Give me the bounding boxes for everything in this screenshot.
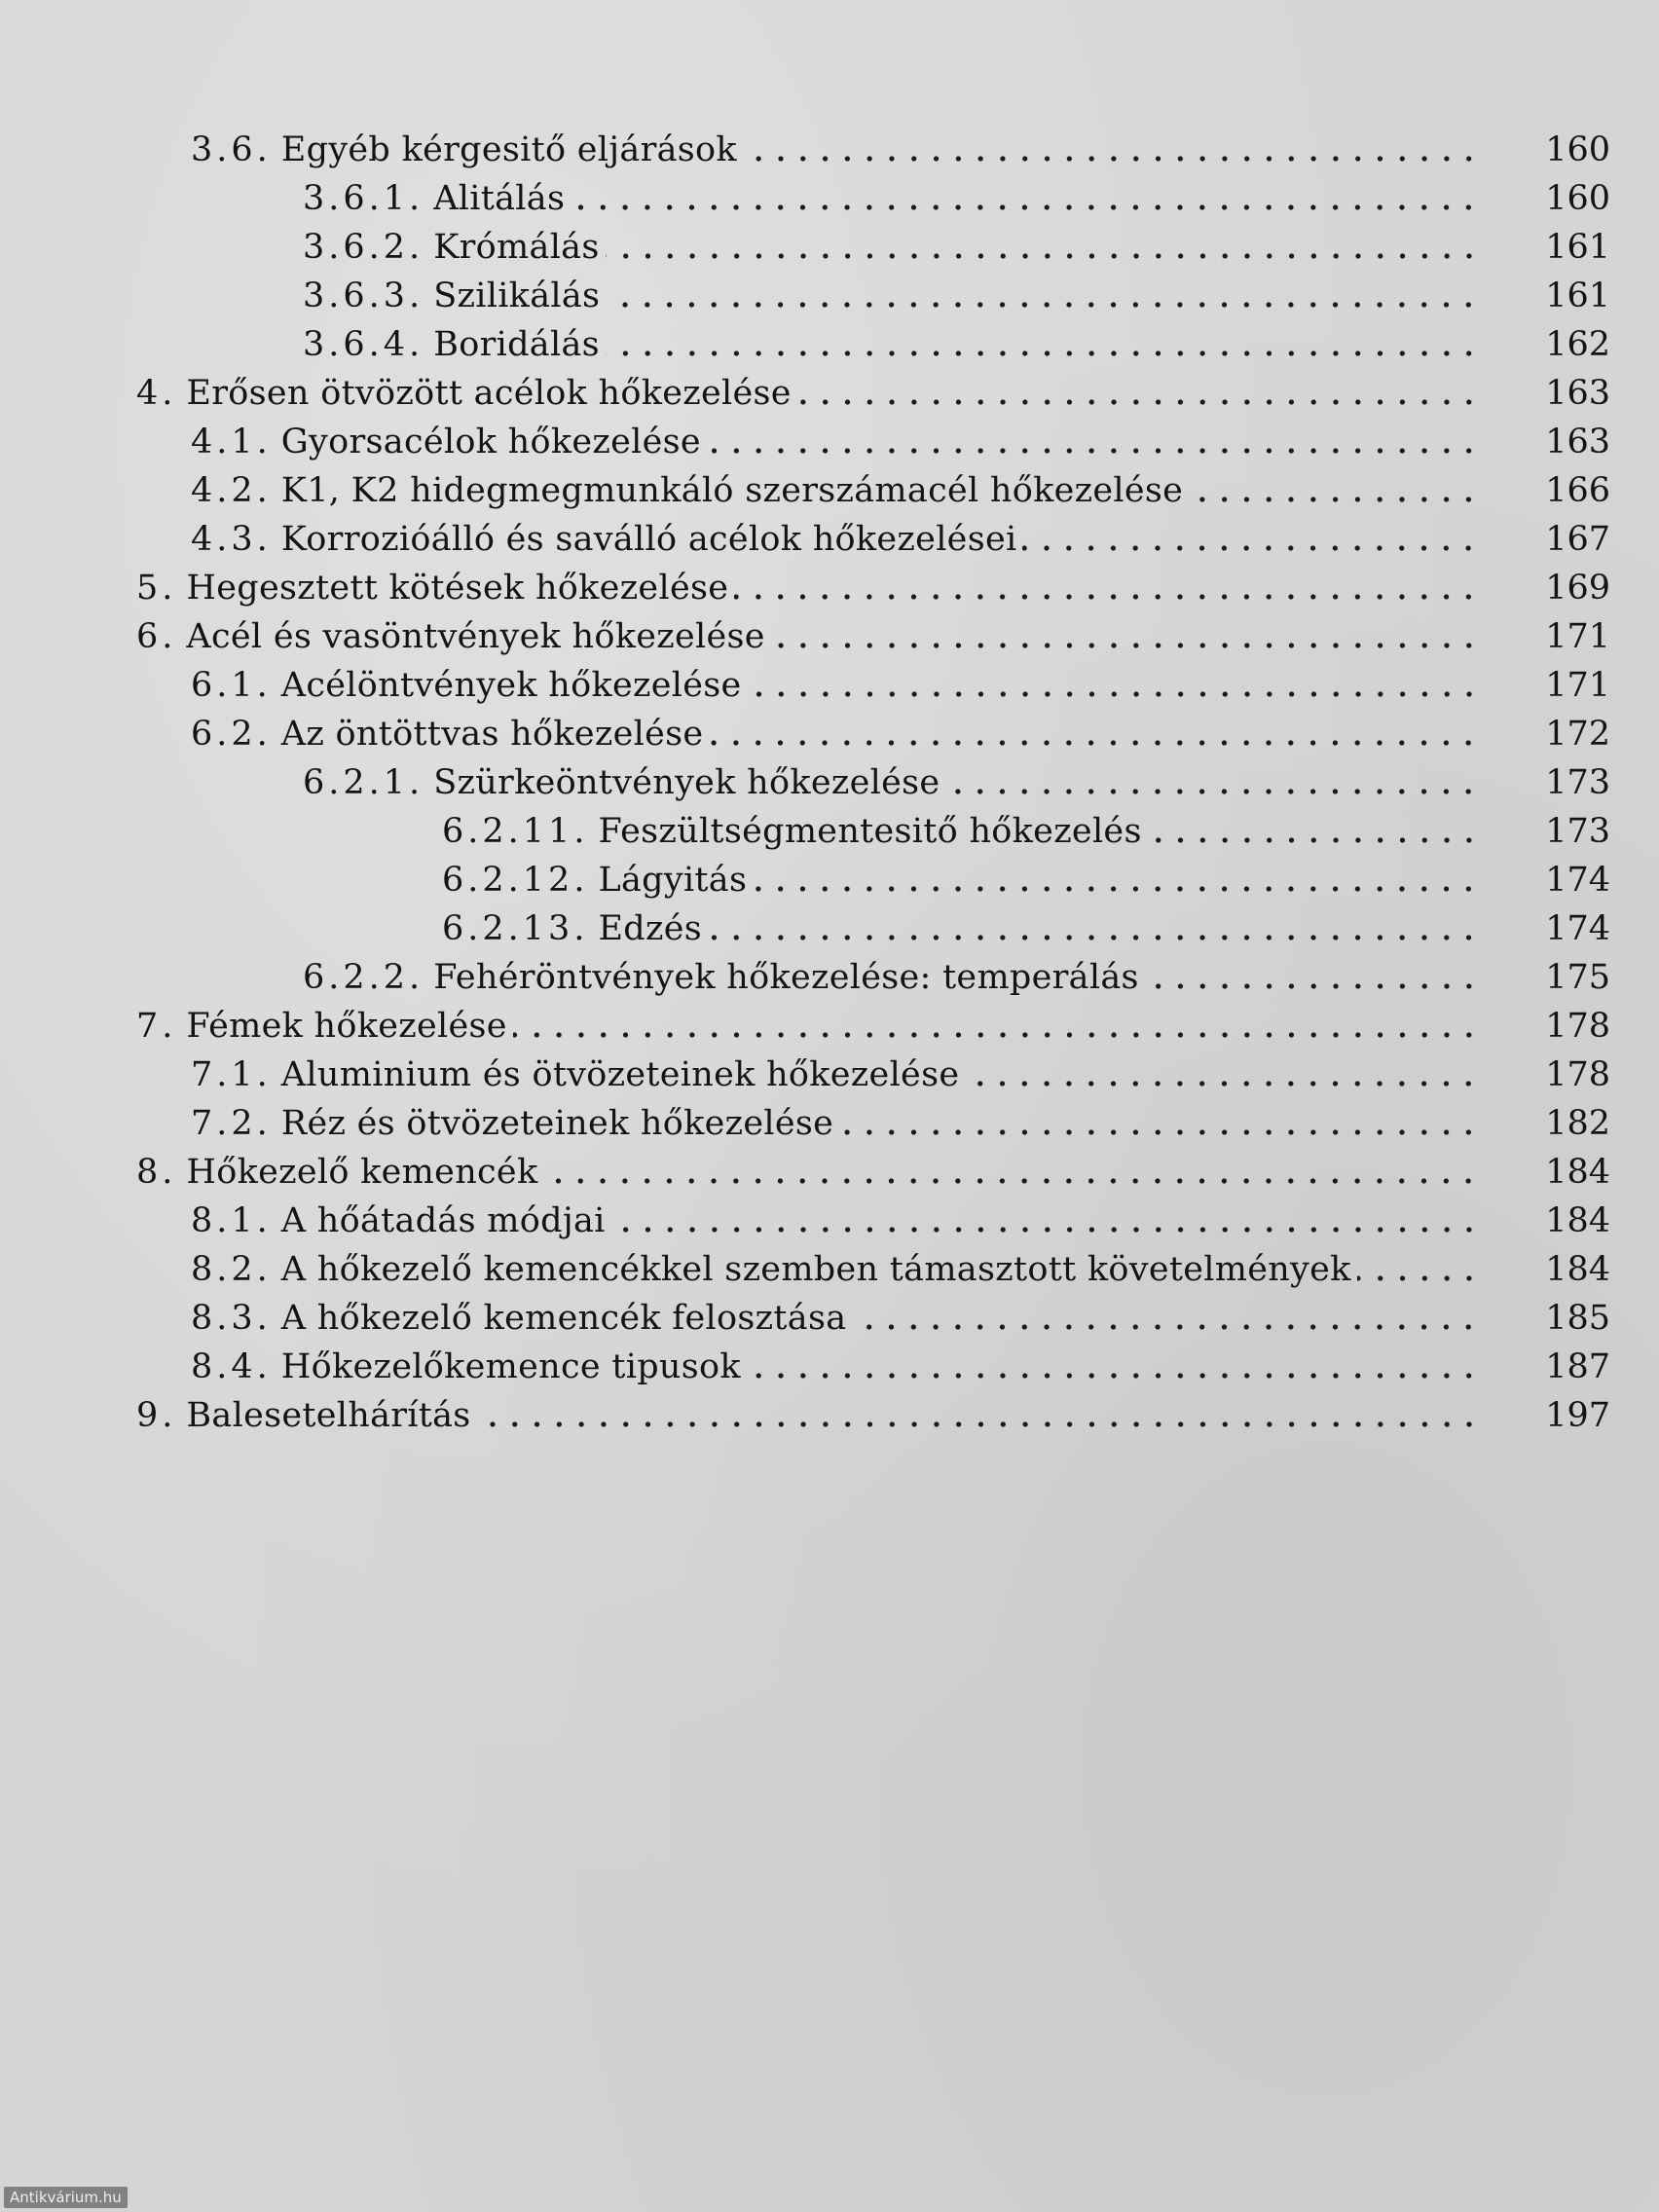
toc-entry-number: 3.6. [191,130,272,169]
toc-entry-page: 160 [1545,179,1610,218]
toc-entry-page: 174 [1545,861,1610,900]
dot-leader [611,1225,1480,1235]
toc-entry-number: 6.2.1. [303,763,424,802]
toc-entry-text [442,909,1480,948]
toc-entry-page: 161 [1545,228,1610,267]
toc-entry-page: 167 [1545,520,1610,559]
toc-entry [0,129,1659,177]
dot-leader [839,1127,1480,1137]
toc-entry-title: Szilikálás [433,276,601,315]
toc-entry-title: Fehéröntvények hőkezelése: temperálás [433,958,1139,997]
toc-entry-page: 166 [1545,471,1610,510]
dot-leader [709,738,1480,748]
table-of-contents [0,129,1659,1443]
dot-leader [571,203,1480,212]
toc-entry [0,469,1659,518]
toc-entry-title: Szürkeöntvények hőkezelése [433,763,940,802]
toc-entry-title: Korrozióálló és saválló acélok hőkezelései [280,520,1017,559]
dot-leader [945,787,1480,796]
toc-entry-text [191,130,1480,169]
toc-entry-number: 7.1. [191,1055,272,1094]
toc-entry-number: 4.1. [191,423,272,461]
dot-leader [477,1419,1480,1429]
toc-entry-title: Aluminium és ötvözeteinek hőkezelése [280,1055,960,1094]
toc-entry-text [191,1055,1480,1094]
toc-entry-text [191,1250,1480,1289]
toc-entry-text [136,617,1480,656]
toc-entry-title: Fémek hőkezelése [186,1007,507,1046]
toc-entry-number: 3.6.2. [303,228,424,267]
toc-entry-text [136,569,1480,608]
toc-entry-text [303,958,1480,997]
toc-entry-title: Erősen ötvözött acélok hőkezelése [186,374,792,413]
toc-entry [0,226,1659,275]
toc-entry [0,907,1659,956]
dot-leader [1189,495,1480,504]
toc-entry-text [191,471,1480,510]
toc-entry-number: 6.1. [191,666,272,705]
dot-leader [1145,981,1480,991]
toc-entry-title: Boridálás [433,325,600,364]
toc-entry-text [191,520,1480,559]
toc-entry [0,518,1659,567]
dot-leader [734,592,1480,602]
toc-entry-text [136,1153,1480,1192]
toc-entry [0,615,1659,664]
toc-entry [0,1394,1659,1443]
toc-entry-text [191,1104,1480,1143]
toc-entry-text [191,1347,1480,1386]
toc-entry [0,275,1659,323]
toc-entry-number: 6.2.11. [442,812,589,851]
dot-leader [606,251,1480,261]
toc-entry-page: 160 [1545,130,1610,169]
toc-entry-text [191,1201,1480,1240]
toc-entry [0,1005,1659,1053]
toc-entry-title: Lágyitás [598,861,748,900]
toc-entry-page: 162 [1545,325,1610,364]
toc-entry [0,761,1659,810]
toc-entry-title: Egyéb kérgesitő eljárások [280,130,737,169]
toc-entry [0,1248,1659,1297]
toc-entry-text [191,1299,1480,1338]
toc-entry-title: Krómálás [433,228,600,267]
toc-entry-number: 6.2.2. [303,958,424,997]
toc-entry-page: 185 [1545,1299,1610,1338]
toc-entry-text [303,228,1480,267]
toc-entry-title: Acél és vasöntvények hőkezelése [186,617,765,656]
toc-entry-title: Balesetelhárítás [186,1396,471,1435]
toc-entry-title: Acélöntvények hőkezelése [280,666,742,705]
toc-entry-title: A hőátadás módjai [280,1201,606,1240]
toc-entry-number: 3.6.1. [303,179,424,218]
toc-entry-number: 4. [136,374,177,413]
toc-entry-page: 182 [1545,1104,1610,1143]
toc-entry-page: 173 [1545,763,1610,802]
toc-entry-number: 9. [136,1396,177,1435]
dot-leader [543,1176,1480,1186]
dot-leader [753,884,1480,894]
toc-entry-page: 171 [1545,666,1610,705]
toc-entry-page: 163 [1545,423,1610,461]
toc-entry-page: 197 [1545,1396,1610,1435]
toc-entry [0,1346,1659,1394]
toc-entry-page: 184 [1545,1250,1610,1289]
toc-entry-page: 178 [1545,1007,1610,1046]
toc-entry-title: Hegesztett kötések hőkezelése [186,569,729,608]
toc-entry [0,1297,1659,1346]
toc-entry-number: 6.2.13. [442,909,589,948]
toc-entry-title: Edzés [598,909,703,948]
toc-entry [0,810,1659,859]
watermark-label: Antikvárium.hu [4,2187,128,2208]
toc-entry-page: 163 [1545,374,1610,413]
dot-leader [1022,543,1480,553]
toc-entry [0,421,1659,469]
toc-entry-title: Gyorsacélok hőkezelése [280,423,701,461]
toc-entry-page: 169 [1545,569,1610,608]
toc-entry-page: 178 [1545,1055,1610,1094]
toc-entry-title: A hőkezelő kemencék felosztása [280,1299,847,1338]
toc-entry-number: 8.3. [191,1299,272,1338]
toc-entry-page: 175 [1545,958,1610,997]
toc-entry-text [442,812,1480,851]
toc-entry-number: 6.2.12. [442,861,589,900]
toc-entry [0,567,1659,615]
toc-entry [0,859,1659,907]
toc-entry-number: 8.2. [191,1250,272,1289]
dot-leader [708,933,1480,942]
toc-entry-text [303,179,1480,218]
dot-leader [797,397,1480,407]
toc-entry-text [303,763,1480,802]
toc-entry-page: 173 [1545,812,1610,851]
toc-entry-number: 6.2. [191,715,272,754]
toc-entry [0,664,1659,713]
toc-entry-text [191,423,1480,461]
toc-entry-page: 161 [1545,276,1610,315]
dot-leader [965,1079,1480,1088]
toc-entry-text [442,861,1480,900]
dot-leader [748,689,1480,699]
toc-entry [0,1199,1659,1248]
toc-entry-page: 172 [1545,715,1610,754]
toc-entry-number: 7. [136,1007,177,1046]
toc-entry [0,713,1659,761]
toc-entry-text [136,1396,1480,1435]
dot-leader [1148,835,1480,845]
toc-entry-text [191,666,1480,705]
toc-entry [0,956,1659,1005]
toc-entry [0,1151,1659,1199]
toc-entry-title: Alitálás [433,179,566,218]
toc-entry [0,323,1659,372]
dot-leader [606,300,1480,310]
toc-entry-page: 184 [1545,1153,1610,1192]
toc-entry-number: 6. [136,617,177,656]
toc-entry [0,1102,1659,1151]
toc-entry-number: 3.6.4. [303,325,424,364]
toc-entry-title: Feszültségmentesitő hőkezelés [598,812,1142,851]
dot-leader [747,1371,1480,1381]
toc-entry-number: 7.2. [191,1104,272,1143]
toc-entry-text [136,374,1480,413]
toc-entry-title: Réz és ötvözeteinek hőkezelése [280,1104,834,1143]
toc-entry-number: 4.2. [191,471,272,510]
toc-entry [0,372,1659,421]
toc-entry-text [303,276,1480,315]
toc-entry [0,177,1659,226]
dot-leader [852,1322,1480,1332]
dot-leader [743,154,1480,164]
toc-entry-page: 184 [1545,1201,1610,1240]
toc-entry-text [136,1007,1480,1046]
toc-entry-number: 8.4. [191,1347,272,1386]
toc-entry-number: 3.6.3. [303,276,424,315]
toc-entry-page: 187 [1545,1347,1610,1386]
toc-entry-title: Az öntöttvas hőkezelése [280,715,704,754]
toc-entry-text [303,325,1480,364]
toc-entry [0,1053,1659,1102]
toc-entry-page: 174 [1545,909,1610,948]
toc-entry-title: Hőkezelőkemence tipusok [280,1347,741,1386]
toc-entry-number: 8. [136,1153,177,1192]
toc-entry-page: 171 [1545,617,1610,656]
dot-leader [513,1030,1480,1040]
toc-entry-text [191,715,1480,754]
toc-entry-title: A hőkezelő kemencékkel szemben támasztott követelmények [280,1250,1351,1289]
toc-entry-number: 5. [136,569,177,608]
toc-entry-title: K1, K2 hidegmegmunkáló szerszámacél hőkezelése [280,471,1184,510]
dot-leader [707,446,1480,456]
toc-entry-number: 8.1. [191,1201,272,1240]
dot-leader [1357,1273,1480,1283]
dot-leader [606,349,1480,358]
dot-leader [771,641,1480,650]
toc-entry-title: Hőkezelő kemencék [186,1153,538,1192]
toc-entry-number: 4.3. [191,520,272,559]
